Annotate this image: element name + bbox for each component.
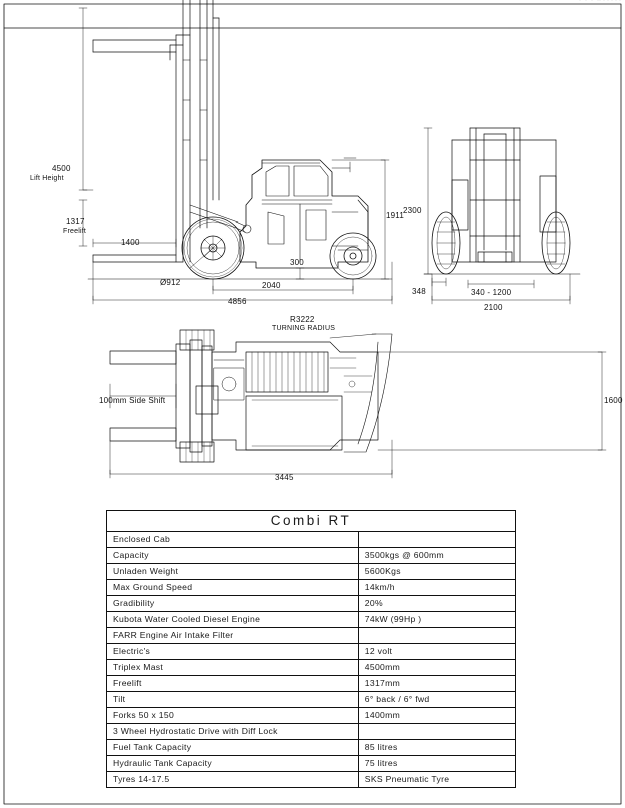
- spec-table-row: [107, 548, 516, 564]
- spec-value: 5600Kgs: [358, 564, 515, 580]
- spec-value: 74kW (99Hp ): [358, 612, 515, 628]
- spec-value: 3500kgs @ 600mm: [358, 548, 515, 564]
- spec-label: Hydraulic Tank Capacity: [107, 756, 359, 772]
- dim-turning-radius: R3222: [290, 315, 315, 324]
- dim-tread: 340 - 1200: [471, 288, 512, 297]
- dim-front-clearance: 348: [412, 287, 426, 296]
- spec-table-title-row: [107, 511, 516, 532]
- spec-value: 75 litres: [358, 756, 515, 772]
- dim-mast-height: 2300: [403, 206, 422, 215]
- spec-table-row: [107, 532, 516, 548]
- dim-side-shift: 100mm Side Shift: [99, 396, 166, 405]
- spec-table-row: [107, 564, 516, 580]
- spec-label: Fuel Tank Capacity: [107, 740, 359, 756]
- dim-overall-length: 4856: [228, 297, 247, 306]
- dim-ground-clearance: 300: [290, 258, 304, 267]
- spec-table-row: [107, 612, 516, 628]
- dim-cab-height: 1911: [386, 211, 405, 220]
- spec-label: Gradibility: [107, 596, 359, 612]
- spec-table-row: [107, 596, 516, 612]
- spec-table-row: [107, 724, 516, 740]
- spec-value: 1400mm: [358, 708, 515, 724]
- spec-table-row: [107, 708, 516, 724]
- spec-label: Electric's: [107, 644, 359, 660]
- spec-value: 1317mm: [358, 676, 515, 692]
- spec-label: Kubota Water Cooled Diesel Engine: [107, 612, 359, 628]
- spec-table-row: [107, 660, 516, 676]
- dim-fork-length: 1400: [121, 238, 140, 247]
- spec-value: 85 litres: [358, 740, 515, 756]
- spec-table-row: [107, 628, 516, 644]
- spec-value: 20%: [358, 596, 515, 612]
- spec-label: Tilt: [107, 692, 359, 708]
- spec-label: FARR Engine Air Intake Filter: [107, 628, 359, 644]
- spec-label: Forks 50 x 150: [107, 708, 359, 724]
- spec-table-row: [107, 676, 516, 692]
- dim-freelift-caption: Freelift: [63, 228, 86, 235]
- spec-table-row: [107, 692, 516, 708]
- spec-value: SKS Pneumatic Tyre: [358, 772, 515, 788]
- spec-table-body: [107, 511, 516, 788]
- dim-overall-width: 2100: [484, 303, 503, 312]
- spec-value: 4500mm: [358, 660, 515, 676]
- spec-label: Tyres 14-17.5: [107, 772, 359, 788]
- spec-table-row: [107, 756, 516, 772]
- spec-value: 12 volt: [358, 644, 515, 660]
- spec-value: [358, 724, 515, 740]
- spec-value: [358, 628, 515, 644]
- spec-table-title: Combi RT: [107, 511, 516, 532]
- dim-overall-plan-length: 3445: [275, 473, 294, 482]
- spec-value: [358, 532, 515, 548]
- spec-table: [106, 510, 516, 788]
- spec-label: Freelift: [107, 676, 359, 692]
- spec-label: Capacity: [107, 548, 359, 564]
- spec-table-row: [107, 580, 516, 596]
- spec-label: Max Ground Speed: [107, 580, 359, 596]
- spec-value: 6° back / 6° fwd: [358, 692, 515, 708]
- dim-freelift: 1317: [66, 217, 85, 226]
- dim-wheel-diameter: Ø912: [160, 278, 181, 287]
- spec-table-row: [107, 644, 516, 660]
- dim-wheelbase: 2040: [262, 281, 281, 290]
- spec-value: 14km/h: [358, 580, 515, 596]
- dim-lift-height: 4500: [52, 164, 71, 173]
- spec-table-row: [107, 740, 516, 756]
- spec-label: Enclosed Cab: [107, 532, 359, 548]
- spec-table-row: [107, 772, 516, 788]
- dim-lift-height-caption: Lift Height: [30, 175, 64, 182]
- dim-turning-radius-caption: TURNING RADIUS: [272, 325, 336, 332]
- spec-label: 3 Wheel Hydrostatic Drive with Diff Lock: [107, 724, 359, 740]
- dim-body-width: 1600: [604, 396, 623, 405]
- spec-label: Triplex Mast: [107, 660, 359, 676]
- spec-label: Unladen Weight: [107, 564, 359, 580]
